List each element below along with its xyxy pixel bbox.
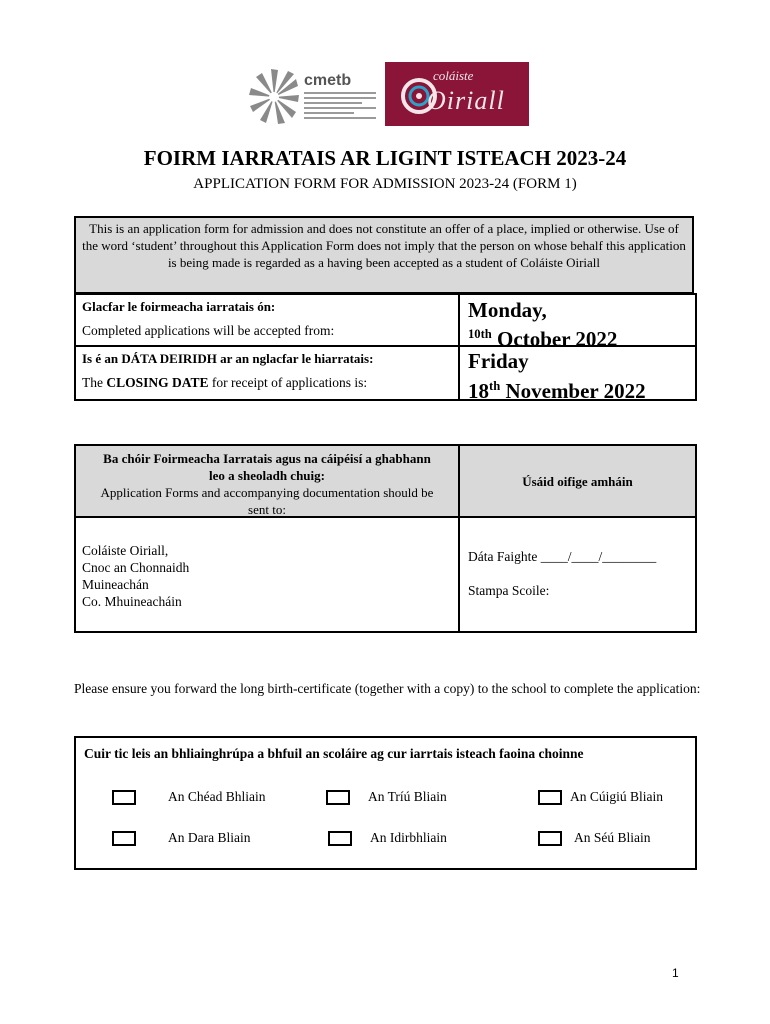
office-use-heading: Úsáid oifige amháin <box>460 446 695 518</box>
page-subtitle: APPLICATION FORM FOR ADMISSION 2023-24 (FORM 1) <box>193 176 577 192</box>
address-line: Co. Mhuineacháin <box>82 594 182 609</box>
accept-date-month: October 2022 <box>497 327 618 351</box>
cmetb-tagline <box>304 92 376 122</box>
address-table <box>74 444 697 633</box>
address-line: Muineachán <box>82 577 149 592</box>
closing-pre: The <box>82 375 107 390</box>
colaiste-small-text: coláiste <box>433 68 474 83</box>
accept-label-english: Completed applications will be accepted from: <box>82 323 335 338</box>
accept-label-irish: Glacfar le foirmeacha iarratais ón: <box>82 299 276 314</box>
year-label: An Séú Bliain <box>574 830 651 845</box>
send-to-english: Application Forms and accompanying documentation should be sent to: <box>100 485 434 517</box>
page-number: 1 <box>672 966 679 980</box>
year-label: An Idirbhliain <box>370 830 447 845</box>
office-use-fields <box>460 518 695 631</box>
checkbox[interactable] <box>112 831 136 846</box>
year-option-fifth[interactable] <box>538 789 663 805</box>
date-received-field: Dáta Faighte ____/____/________ <box>468 549 657 564</box>
birth-certificate-note: Please ensure you forward the long birth-certificate (together with a copy) to the school to complete the application: <box>74 681 701 696</box>
closing-date <box>468 374 646 403</box>
closing-row <box>76 347 695 403</box>
checkbox[interactable] <box>326 790 350 805</box>
year-group-table <box>74 736 697 870</box>
send-to-heading <box>76 446 460 518</box>
address-line: Coláiste Oiriall, <box>82 543 169 558</box>
year-group-heading: Cuir tic leis an bhliainghrúpa a bhfuil an scoláire ag cur iarrtais isteach faoina choinne <box>84 746 584 761</box>
disclaimer: This is an application form for admission and does not constitute an offer of a place, implied or otherwise. Use of the word ‘student’ throughout this Application Form does not imply that the person on whose behalf this application is being made is regarded as a having been accepted as a student of Coláiste Oiriall <box>74 216 694 294</box>
closing-day: Friday <box>468 349 529 373</box>
year-option-second[interactable] <box>112 830 250 846</box>
checkbox[interactable] <box>328 831 352 846</box>
year-option-transition[interactable] <box>328 830 447 846</box>
year-label: An Cúigiú Bliain <box>570 789 664 804</box>
address-line: Cnoc an Chonnaidh <box>82 560 190 575</box>
school-stamp-field: Stampa Scoile: <box>468 583 550 598</box>
cmetb-logo <box>248 66 384 128</box>
year-option-third[interactable] <box>326 789 447 805</box>
accept-row <box>76 295 695 351</box>
closing-label-english <box>82 375 367 391</box>
closing-bold: CLOSING DATE <box>106 375 209 390</box>
accept-date-number: 10th <box>468 327 492 341</box>
year-option-sixth[interactable] <box>538 830 651 846</box>
checkbox[interactable] <box>112 790 136 805</box>
page-title: FOIRM IARRATAIS AR LIGINT ISTEACH 2023-24 <box>143 146 627 170</box>
year-label: An Tríú Bliain <box>368 789 447 804</box>
year-label: An Dara Bliain <box>168 830 251 845</box>
closing-label-irish: Is é an DÁTA DEIRIDH ar an nglacfar le hiarratais: <box>82 351 374 366</box>
cmetb-wordmark: cmetb <box>304 72 352 89</box>
closing-date-number: 18 <box>468 379 489 403</box>
checkbox[interactable] <box>538 790 562 805</box>
school-address <box>76 518 460 631</box>
closing-post: for receipt of applications is: <box>208 375 368 390</box>
colaiste-oiriall-logo <box>385 62 529 126</box>
year-label: An Chéad Bhliain <box>168 789 266 804</box>
year-option-first[interactable] <box>112 789 266 805</box>
accept-day: Monday, <box>468 298 547 322</box>
checkbox[interactable] <box>538 831 562 846</box>
colaiste-big-text: Oiriall <box>427 86 505 115</box>
closing-date-sup: th <box>489 379 501 393</box>
send-to-irish: Ba chóir Foirmeacha Iarratais agus na cáipéisí a ghabhann leo a sheoladh chuig: <box>103 451 431 483</box>
spiral-logo-icon <box>248 66 300 128</box>
dates-table <box>74 293 697 401</box>
closing-date-month: November 2022 <box>500 379 646 403</box>
